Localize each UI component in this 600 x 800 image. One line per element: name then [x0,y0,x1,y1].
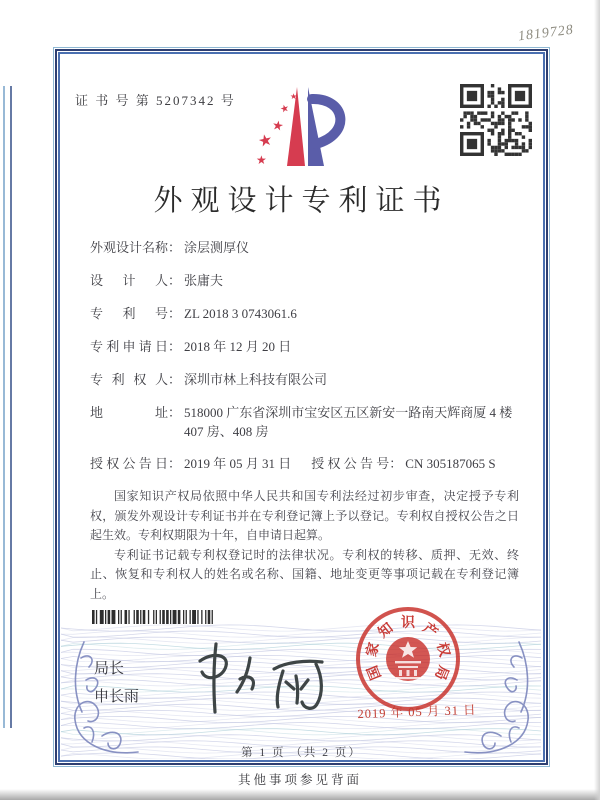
corner-flourish-right [461,624,541,758]
certificate-title: 外观设计专利证书 [153,185,450,217]
field-grant-date-number: 授权公告日： 2019 年 05 月 31 日 授权公告号： CN 305187065 S [90,454,519,474]
page-number: 第 1 页 （共 2 页） [241,747,362,759]
certificate-frame [58,52,545,762]
qr-code-icon [460,84,532,156]
field-patent-number: 专 利 号： ZL 2018 3 0743061.6 [90,304,519,324]
back-side-note: 其他事项参见背面 [237,773,362,787]
field-value: 518000 广东省深圳市宝安区五区新安一路南天辉商厦 4 楼 407 房、408 房 [184,405,513,439]
svg-text:★: ★ [256,129,275,152]
director-title: 局长 [94,661,125,677]
field-patentee: 专 利 权 人： 深圳市林上科技有限公司 [90,370,519,390]
signature-icon [182,634,352,719]
field-label: 专利申请日 [90,339,168,354]
handwritten-number: 1819728 [517,22,575,45]
cnipa-logo-icon [250,82,354,170]
svg-text:★: ★ [290,92,298,101]
field-value-2: CN 305187065 S [405,456,496,471]
field-label: 设 计 人 [90,273,168,288]
field-label: 地 址 [90,405,168,420]
field-label: 授权公告日 [90,456,168,471]
field-design-name: 外观设计名称： 涂层测厚仪 [90,238,519,258]
barcode-icon [92,610,244,624]
field-value: 张庸夫 [184,273,224,288]
paragraph-grant: 国家知识产权局依照中华人民共和国专利法经过初步审查，决定授予专利权，颁发外观设计专利证书并在专利登记簿上予以登记。专利权自授权公告之日起生效。专利权期限为十年，自申请日起算。 [90,489,519,542]
field-value: ZL 2018 3 0743061.6 [184,306,297,321]
legal-paragraphs [90,487,519,604]
scan-shadow-right [594,0,600,800]
field-label: 专 利 权 人 [90,372,168,387]
cnipa-seal-icon: 国 家 知 识 产 权 局 [356,607,460,711]
field-label: 外观设计名称 [90,240,169,255]
certificate-number: 证 书 号 第 5207342 号 [75,93,236,108]
field-value: 深圳市林上科技有限公司 [184,372,328,387]
field-label-2: 授权公告号 [311,456,390,471]
field-designer: 设 计 人： 张庸夫 [90,271,519,291]
field-value: 2018 年 12 月 20 日 [184,339,292,354]
seal-date: 2019 年 05 月 31 日 [357,702,477,722]
national-emblem-icon [382,633,434,685]
svg-text:★: ★ [270,118,285,135]
svg-text:★: ★ [279,102,291,116]
svg-text:★: ★ [256,153,267,167]
field-filing-date: 专利申请日： 2018 年 12 月 20 日 [90,337,519,357]
scan-edge-line [3,86,12,728]
director-name: 申长雨 [94,689,140,705]
field-address: 地 址： 518000 广东省深圳市宝安区五区新安一路南天辉商厦 4 楼 407 房、408 房 [90,405,513,439]
field-value: 涂层测厚仪 [184,240,250,255]
scan-shadow-bottom [0,789,600,800]
director-block [94,655,139,711]
paragraph-register: 专利证书记载专利权登记时的法律状况。专利权的转移、质押、无效、终止、恢复和专利权人的姓名或名称、国籍、地址变更等事项记载在专利登记簿上。 [90,547,519,601]
field-value: 2019 年 05 月 31 日 [184,456,292,471]
field-label: 专 利 号 [90,306,168,321]
certificate-fields [90,238,519,604]
